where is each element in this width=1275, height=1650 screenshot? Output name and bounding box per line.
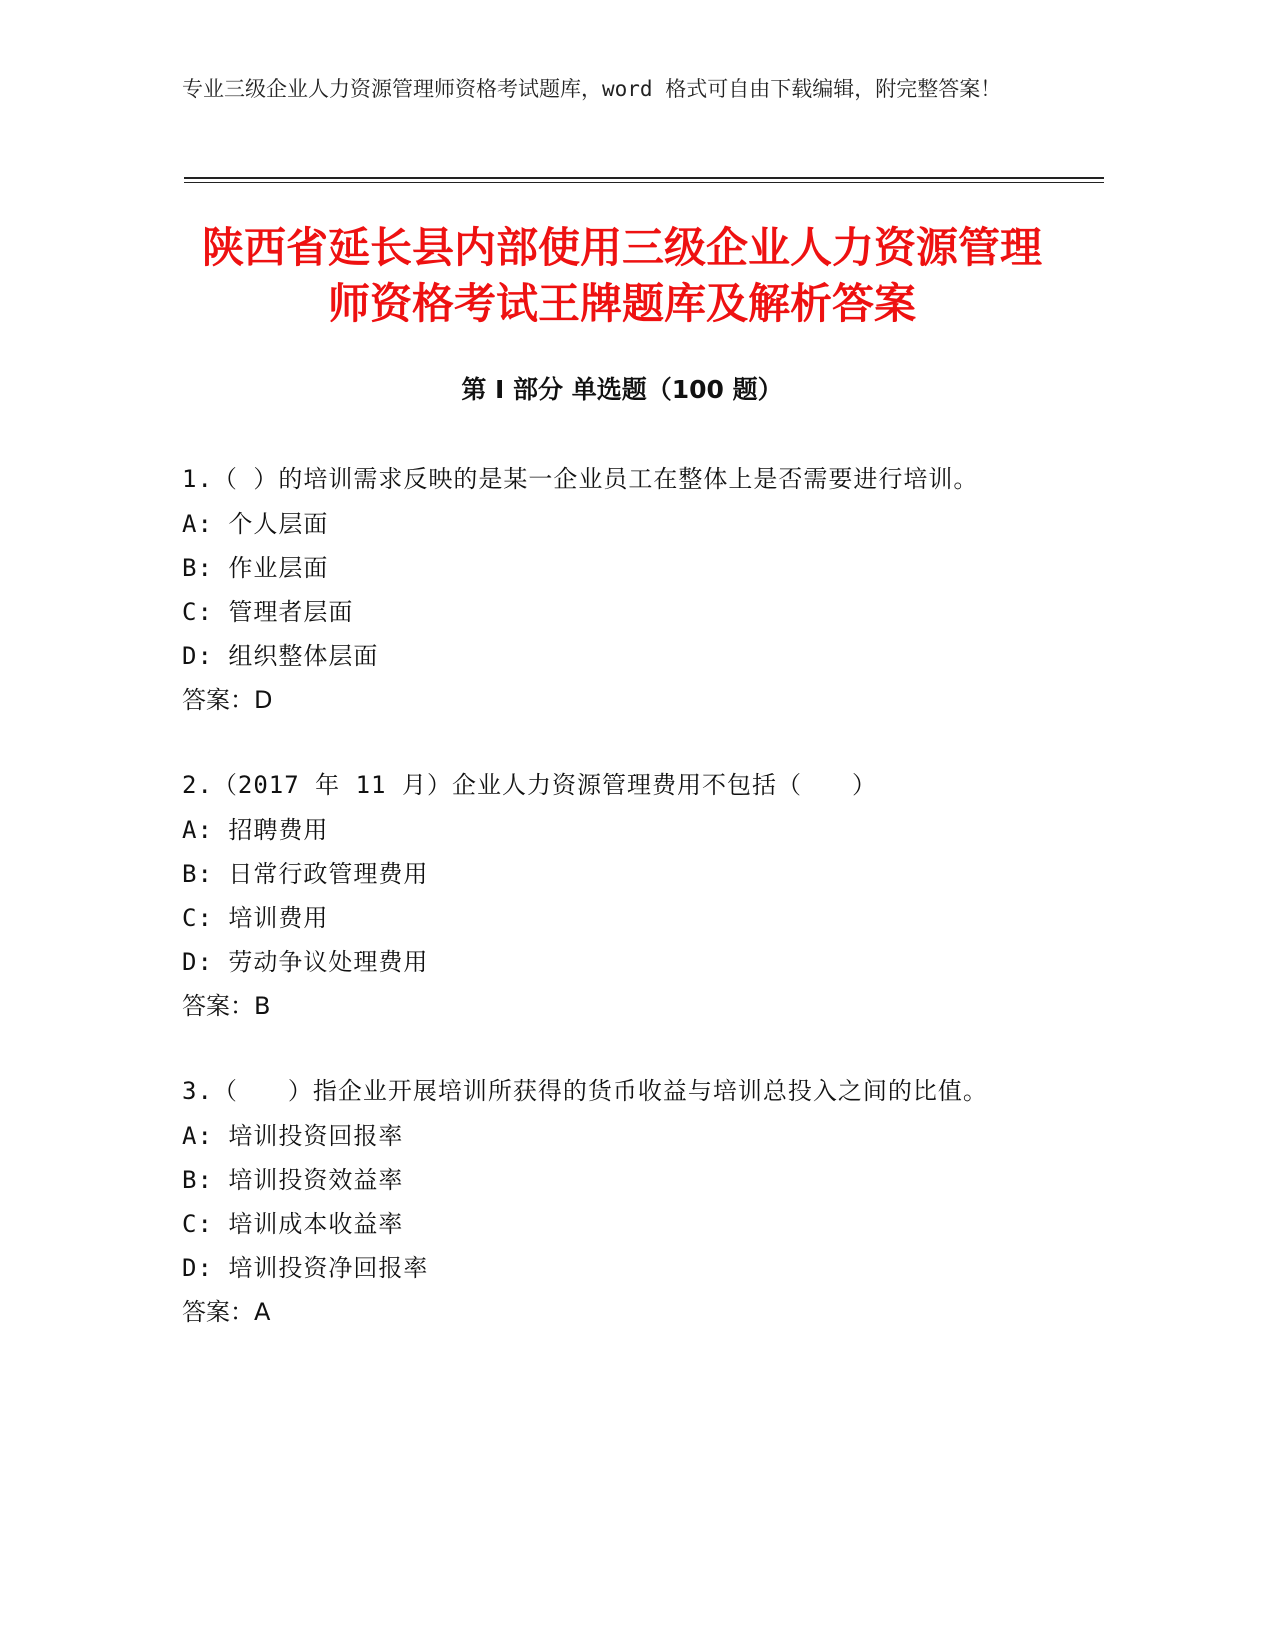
question-stem: 3.（ ）指企业开展培训所获得的货币收益与培训总投入之间的比值。 bbox=[182, 1077, 988, 1105]
header-note: 专业三级企业人力资源管理师资格考试题库，word 格式可自由下载编辑，附完整答案！ bbox=[182, 77, 1002, 101]
option-d: D: 组织整体层面 bbox=[182, 642, 379, 670]
question-stem: 2.（2017 年 11 月）企业人力资源管理费用不包括（ ） bbox=[182, 771, 877, 799]
option-b: B: 作业层面 bbox=[182, 554, 329, 582]
option-a: A: 个人层面 bbox=[182, 510, 329, 538]
option-a: A: 培训投资回报率 bbox=[182, 1122, 404, 1150]
answer-line: 答案：B bbox=[182, 992, 271, 1020]
question-stem: 1.（ ）的培训需求反映的是某一企业员工在整体上是否需要进行培训。 bbox=[182, 465, 979, 493]
question-item bbox=[182, 762, 1042, 1028]
header-divider-thin bbox=[184, 182, 1104, 183]
question-item bbox=[182, 1068, 1042, 1334]
option-d: D: 培训投资净回报率 bbox=[182, 1254, 429, 1282]
option-c: C: 管理者层面 bbox=[182, 598, 354, 626]
option-b: B: 日常行政管理费用 bbox=[182, 860, 429, 888]
option-c: C: 培训成本收益率 bbox=[182, 1210, 404, 1238]
question-item bbox=[182, 456, 1042, 722]
option-c: C: 培训费用 bbox=[182, 904, 329, 932]
option-a: A: 招聘费用 bbox=[182, 816, 329, 844]
option-b: B: 培训投资效益率 bbox=[182, 1166, 404, 1194]
answer-line: 答案：A bbox=[182, 1298, 271, 1326]
question-list bbox=[182, 456, 1042, 1374]
option-d: D: 劳动争议处理费用 bbox=[182, 948, 429, 976]
header-divider-thick bbox=[184, 177, 1104, 179]
document-title: 陕西省延长县内部使用三级企业人力资源管理师资格考试王牌题库及解析答案 bbox=[201, 223, 1042, 328]
section-heading: 第 I 部分 单选题（100 题） bbox=[461, 375, 783, 404]
answer-line: 答案：D bbox=[182, 686, 273, 714]
